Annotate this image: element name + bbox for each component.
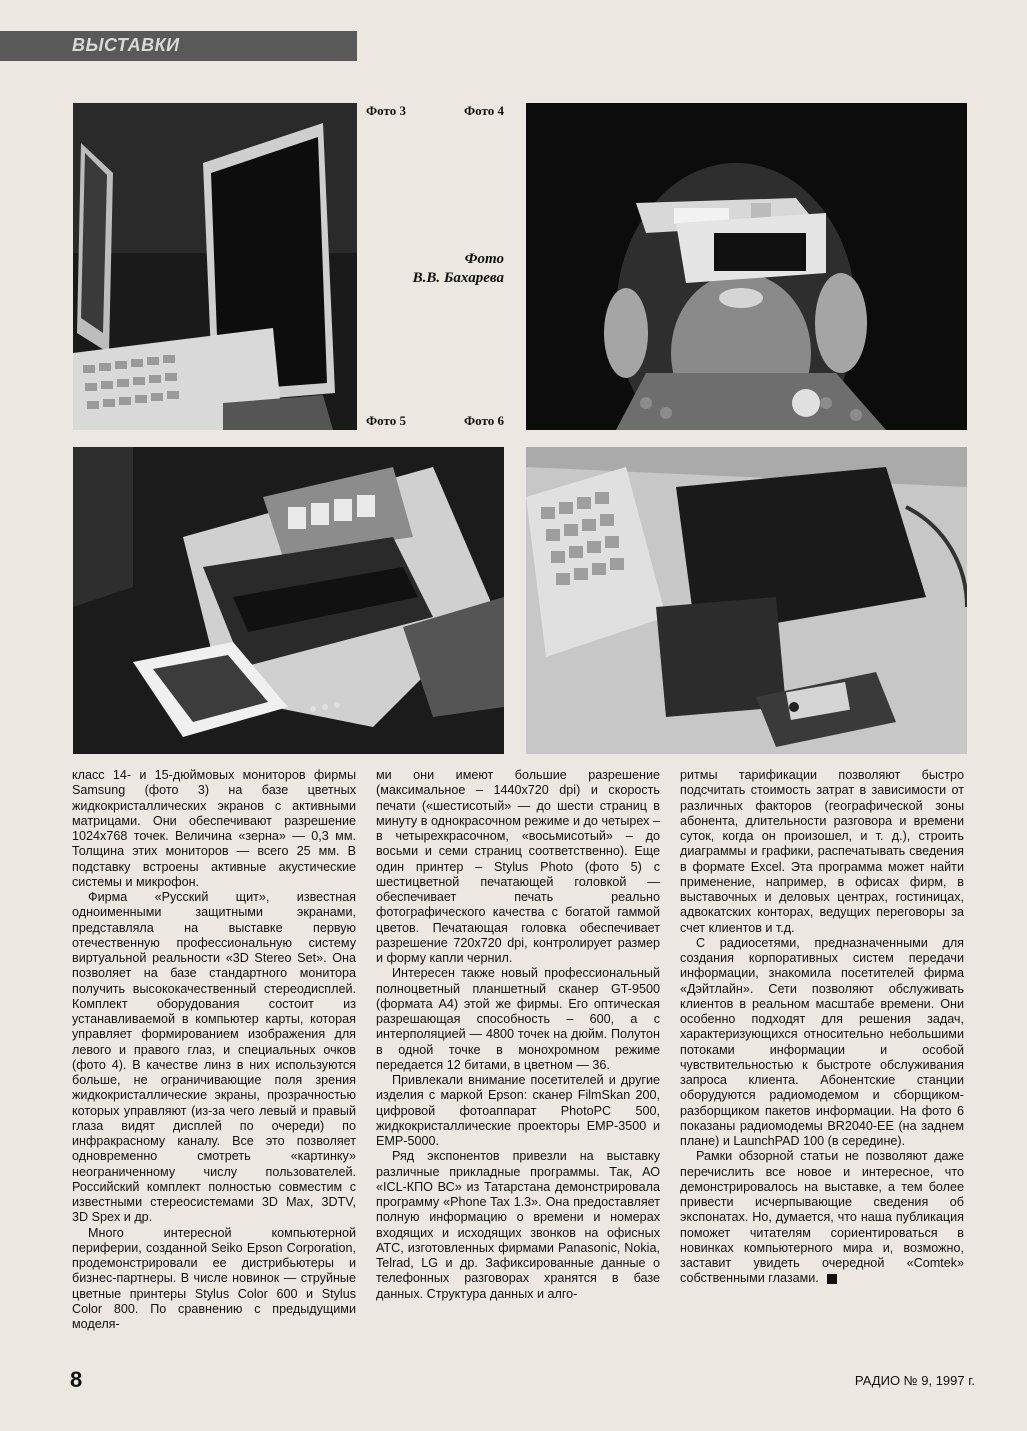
text-column-3 [680,768,964,1287]
paragraph [680,1149,964,1286]
photo-credit-author: В.В. Бахарева [412,270,504,286]
paragraph: ми они имеют большие разрешение (максимальное – 1440x720 dpi) и скорость печати («шестисотый» — до шести страниц в минуту в однокрасочном режиме и до четырех – в четырехкрасочном, «восьмисотый» – до восьми и семи страниц соответственно). Еще один принтер – Stylus Photo (фото 5) с шестицветной печатающей головкой — обеспечивает печать реально фотографического качества с богатой гаммой цветов. Печатающая головка обеспечивает разрешение 720x720 dpi, контролирует размер и форму капли чернил. [376,768,660,965]
page-number: 8 [70,1367,83,1392]
paragraph: класс 14- и 15-дюймовых мониторов фирмы Samsung (фото 3) на базе цветных жидкокристаллических экранов с активными матрицами. Они обеспечивают разрешение 1024x768 точек. Величина «зерна» — 0,3 мм. Толщина этих мониторов — всего 25 мм. В подставку встроены активные акустические системы и микрофон. [72,768,356,889]
paragraph: Ряд экспонентов привезли на выставку различные прикладные программы. Так, АО «ICL-КПО ВС» из Татарстана демонстрировала программу «Phone Tax 1.3». Она предоставляет полную информацию о времени и номерах входящих и исходящих звонков на офисных АТС, изготовленных фирмами Panasonic, Nokia, Telrad, LG и др. Зафиксированные данные о телефонных разговорах хранятся в базе данных. Структура данных и алго- [376,1149,660,1301]
text-column-2 [376,768,660,1302]
paragraph: ритмы тарификации позволяют быстро подсчитать стоимость затрат в зависимости от различных факторов (географической зоны абонента, длительности разговора и времени суток, когда он произошел, и т. д.), строить диаграммы и графики, распечатывать сведения в формате Excel. Эта программа может найти применение, например, в офисах фирм, в выставочных и деловых центрах, гостиницах, адвокатских конторах, ведущих переговоры за счет клиентов и т.д. [680,768,964,935]
paragraph: Фирма «Русский щит», известная одноименными защитными экранами, представляла на выставке первую отечественную профессиональную систему виртуальной реальности «3D Stereo Set». Она позволяет на базе стандартного монитора получить высококачественный стереодисплей. Комплект оборудования состоит из устанавливаемой в компьютер карты, которая управляет формированием изображения для левого и правого глаз, и специальных очков (фото 4). В качестве линз в них используются больше, не ограничивающие поля зрения жидкокристаллические экраны, прозрачностью которых управляют (из-за чего левый и правый глаза видят дисплей по очереди) по инфракрасному каналу. Все это позволяет одновременно смотреть «картинку» неограниченному числу пользователей. Российский комплект полностью совместим с известными стереосистемами 3D Max, 3DTV, 3D Spex и др. [72,890,356,1225]
text-column-1 [72,768,356,1332]
photo-5-printer [73,447,504,754]
photo-3-monitor [73,103,357,430]
caption-photo-6: Фото 6 [464,413,504,428]
caption-photo-3: Фото 3 [366,103,406,118]
paragraph-text: Рамки обзорной статьи не позволяют даже перечислить все новое и интересное, что демонстрировалось на выставке, а тем более привести исчерпывающие сведения об экспонатах. Но, думается, что наша публикация поможет читателям сориентироваться в новинках компьютерного мира и, возможно, заставит увидеть очередной «Comtek» собственными глазами. [680,1149,964,1286]
photo-credit [370,250,504,288]
end-of-article-mark [827,1274,837,1284]
section-header-bar [0,31,357,61]
section-title: ВЫСТАВКИ [72,35,180,55]
caption-photo-5: Фото 5 [366,413,406,428]
paragraph: С радиосетями, предназначенными для создания корпоративных систем передачи информации, знакомила посетителей фирма «Дэйтлайн». Сети позволяют обслуживать клиентов в реальном масштабе времени. Они особенно подходят для решения задач, характеризующихся относительно небольшими потоками информации и особой чувствительностью к быстроте обслуживания запроса клиента. Абонентские станции оборудуются радиомодемом и сборщиком-разборщиком пакетов информации. На фото 6 показаны радиомодемы BR2040-EE (на заднем плане) и LaunchPAD 100 (в середине). [680,935,964,1148]
photo-4-stereo-glasses [526,103,967,430]
paragraph: Интересен также новый профессиональный полноцветный планшетный сканер GT-9500 (формата А4) этой же фирмы. Его оптическая разрешающая способность – 600, а с интерполяцией — 4800 точек на дюйм. Полутон в одной точке в монохромном режиме передается 12 битами, в цветном — 36. [376,966,660,1072]
photo-6-radio-modem [526,447,967,754]
issue-label: РАДИО № 9, 1997 г. [854,1373,975,1388]
photo-credit-label: Фото [464,251,504,267]
caption-photo-4: Фото 4 [464,103,504,118]
paragraph: Много интересной компьютерной периферии, созданной Seiko Epson Corporation, продемонстрировали ее дистрибьютеры и бизнес-партнеры. В числе новинок — струйные цветные принтеры Stylus Color 600 и Stylus Color 800. По сравнению с предыдущими моделя- [72,1225,356,1331]
paragraph: Привлекали внимание посетителей и другие изделия с маркой Epson: сканер FilmSkan 200, цифровой фотоаппарат PhotoPC 500, жидкокристаллические проекторы EMP-3500 и EMP-5000. [376,1073,660,1148]
